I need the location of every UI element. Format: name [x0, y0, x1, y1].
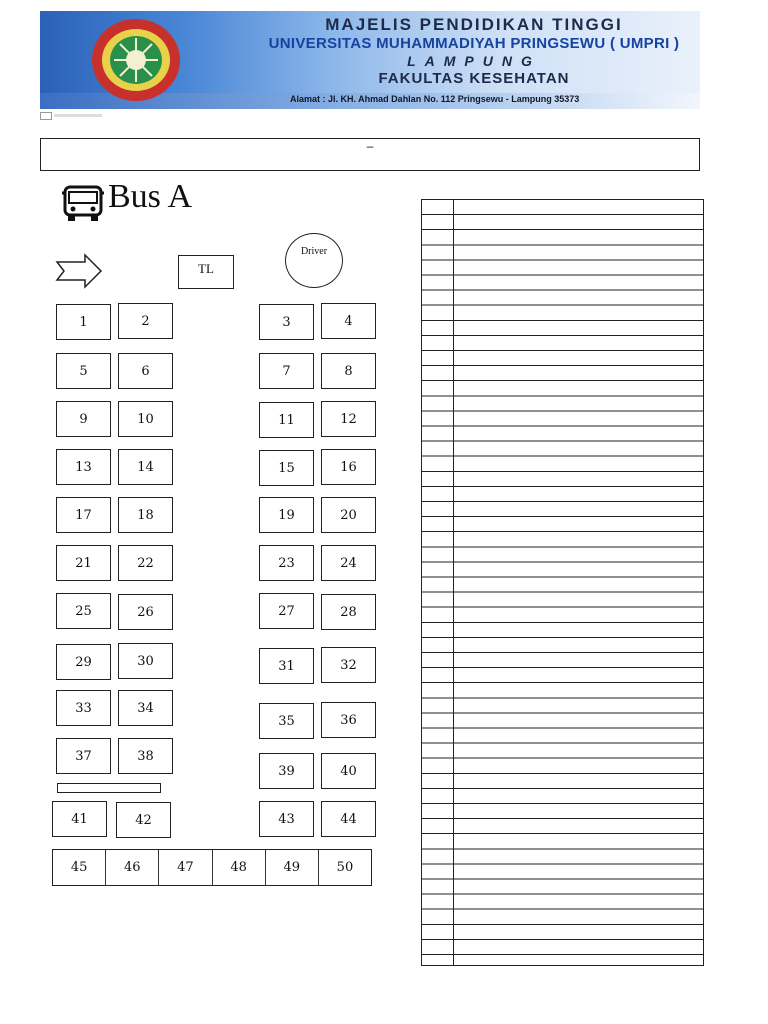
seat-number: 14: [137, 459, 154, 475]
seat-number: 4: [344, 313, 353, 329]
seat[interactable]: [321, 594, 376, 630]
seat[interactable]: [321, 702, 376, 738]
seat-number: 38: [137, 748, 154, 764]
seat-number: 12: [340, 411, 357, 427]
seat-number: 1: [79, 314, 88, 330]
bus-title: Bus A: [108, 178, 193, 215]
tour-leader-seat: [178, 255, 234, 289]
seat[interactable]: [106, 850, 159, 885]
arrow-right-icon: [55, 253, 103, 289]
seat-number: 24: [340, 555, 357, 571]
seat[interactable]: [56, 690, 111, 726]
seat[interactable]: [319, 850, 371, 885]
seat-number: 18: [137, 507, 154, 523]
seat[interactable]: [259, 353, 314, 389]
seat-number: 42: [135, 812, 152, 828]
seat-number: 21: [75, 555, 92, 571]
seat-number: 22: [137, 555, 154, 571]
seat[interactable]: [321, 647, 376, 683]
seat[interactable]: [321, 801, 376, 837]
seat[interactable]: [259, 450, 314, 486]
seat-number: 30: [137, 653, 154, 669]
seat-number: 49: [283, 860, 301, 875]
small-caption: [54, 114, 102, 117]
seat[interactable]: [53, 850, 106, 885]
seat-number: 9: [79, 411, 88, 427]
seat-number: 44: [340, 811, 357, 827]
seat[interactable]: [118, 353, 173, 389]
seat-number: 19: [278, 507, 295, 523]
seat[interactable]: [118, 497, 173, 533]
seat-number: 28: [340, 604, 357, 620]
seat[interactable]: [259, 593, 314, 629]
seat[interactable]: [56, 353, 111, 389]
seat[interactable]: [321, 545, 376, 581]
seat-number: 41: [71, 811, 88, 827]
passenger-list-table: [421, 199, 704, 966]
seat-number: 47: [177, 860, 194, 875]
seat-number: 37: [75, 748, 92, 764]
seat-number: 5: [79, 363, 88, 379]
seat-number: 43: [278, 811, 295, 827]
seat[interactable]: [118, 401, 173, 437]
seat-number: 40: [340, 763, 357, 779]
seat[interactable]: [321, 753, 376, 789]
seat[interactable]: [259, 703, 314, 739]
seat-number: 25: [75, 603, 92, 619]
driver-seat: [285, 233, 343, 288]
seat[interactable]: [321, 353, 376, 389]
back-row: [52, 849, 372, 886]
seat-number: 15: [278, 460, 295, 476]
university-logo-icon: [90, 17, 182, 103]
seat[interactable]: [56, 593, 111, 629]
seat[interactable]: [321, 497, 376, 533]
seat[interactable]: [259, 753, 314, 789]
seat[interactable]: [118, 594, 173, 630]
seat[interactable]: [56, 644, 111, 680]
seat[interactable]: [118, 643, 173, 679]
seat-number: 16: [340, 459, 357, 475]
seat[interactable]: [56, 497, 111, 533]
seat[interactable]: [259, 801, 314, 837]
header-faculty: FAKULTAS KESEHATAN: [378, 70, 570, 87]
seat[interactable]: [118, 738, 173, 774]
seat-number: 35: [278, 713, 295, 729]
seat-number: 6: [141, 363, 150, 379]
seat[interactable]: [259, 497, 314, 533]
header-banner: [40, 11, 700, 109]
seat[interactable]: [321, 401, 376, 437]
seat[interactable]: [259, 402, 314, 438]
seat[interactable]: [118, 449, 173, 485]
seat-number: 34: [137, 700, 154, 716]
seat-number: 36: [340, 712, 357, 728]
seat-number: 46: [123, 860, 141, 875]
seat[interactable]: [56, 401, 111, 437]
seat-number: 13: [75, 459, 92, 475]
seat-number: 3: [282, 314, 291, 330]
seat-number: 8: [344, 363, 353, 379]
seat-number: 31: [278, 658, 295, 674]
title-box: [40, 138, 700, 171]
seat-number: 17: [75, 507, 92, 523]
header-address: Alamat : Jl. KH. Ahmad Dahlan No. 112 Pringsewu - Lampung 35373: [290, 94, 580, 104]
seat-number: 10: [137, 411, 154, 427]
small-logo-mark: [40, 112, 52, 120]
seat[interactable]: [159, 850, 212, 885]
seat-number: 29: [75, 654, 92, 670]
aisle-divider: [57, 783, 161, 793]
seat-number: 11: [278, 412, 295, 428]
seat[interactable]: [56, 449, 111, 485]
header-region: LAMPUNG: [407, 53, 541, 69]
seat[interactable]: [321, 449, 376, 485]
seat[interactable]: [259, 648, 314, 684]
tl-label: TL: [198, 261, 214, 276]
bus-icon: [62, 185, 104, 223]
seat[interactable]: [213, 850, 266, 885]
seat-number: 23: [278, 555, 295, 571]
seat[interactable]: [52, 801, 107, 837]
seat-number: 39: [278, 763, 295, 779]
seat[interactable]: [118, 303, 173, 339]
seat[interactable]: [118, 690, 173, 726]
seat[interactable]: [118, 545, 173, 581]
header-university-name: UNIVERSITAS MUHAMMADIYAH PRINGSEWU ( UMPRI ): [268, 35, 680, 52]
seat[interactable]: [116, 802, 171, 838]
seat-number: 20: [340, 507, 357, 523]
seat[interactable]: [56, 738, 111, 774]
seat-number: 33: [75, 700, 92, 716]
table-number-column-divider: [453, 200, 454, 965]
seat-number: 48: [230, 860, 247, 875]
header-council-name: MAJELIS PENDIDIKAN TINGGI: [325, 15, 623, 34]
seat[interactable]: [259, 304, 314, 340]
seat[interactable]: [56, 545, 111, 581]
seat-number: 50: [336, 860, 354, 875]
seat-number: 7: [282, 363, 291, 379]
seat-number: 45: [70, 860, 88, 875]
seat-number: 32: [340, 657, 357, 673]
seat[interactable]: [266, 850, 319, 885]
seat[interactable]: [259, 545, 314, 581]
seat-number: 27: [278, 603, 295, 619]
seat-number: 26: [137, 604, 154, 620]
driver-label: Driver: [300, 246, 328, 257]
seat-number: 2: [141, 313, 150, 329]
seat[interactable]: [56, 304, 111, 340]
title-box-text: –: [366, 139, 374, 153]
seat[interactable]: [321, 303, 376, 339]
